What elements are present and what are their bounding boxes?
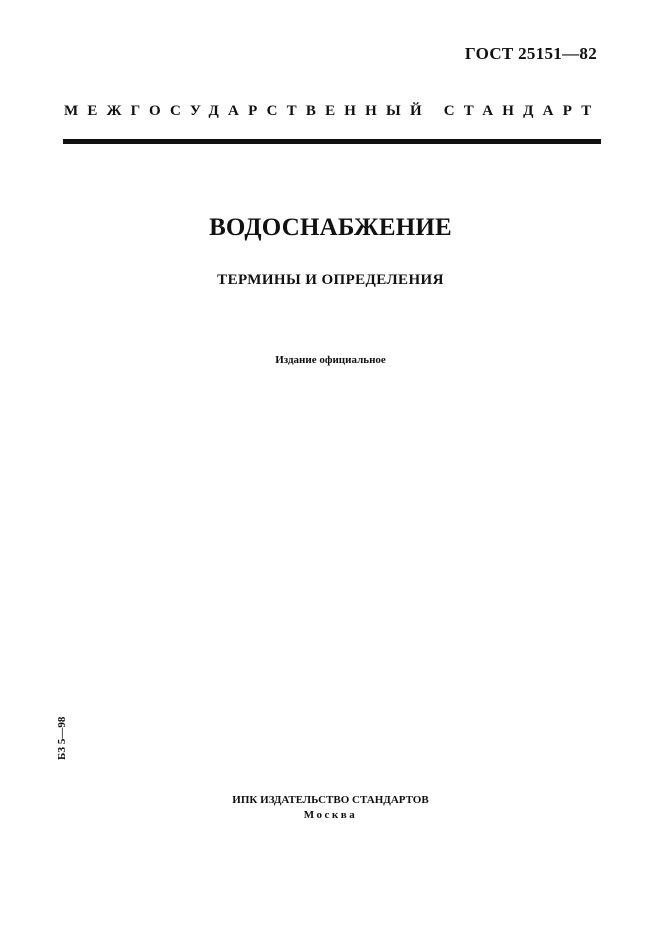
header-rule xyxy=(63,139,601,144)
publisher-name: ИПК ИЗДАТЕЛЬСТВО СТАНДАРТОВ xyxy=(232,794,429,806)
side-code: БЗ 5—98 xyxy=(56,716,68,760)
standard-type-heading: МЕЖГОСУДАРСТВЕННЫЙ СТАНДАРТ xyxy=(64,103,601,119)
publisher-city: Москва xyxy=(303,809,358,821)
edition-note: Издание официальное xyxy=(275,354,386,366)
document-code: ГОСТ 25151—82 xyxy=(464,44,597,63)
main-title: ВОДОСНАБЖЕНИЕ xyxy=(209,214,452,241)
subtitle: ТЕРМИНЫ И ОПРЕДЕЛЕНИЯ xyxy=(217,272,444,288)
